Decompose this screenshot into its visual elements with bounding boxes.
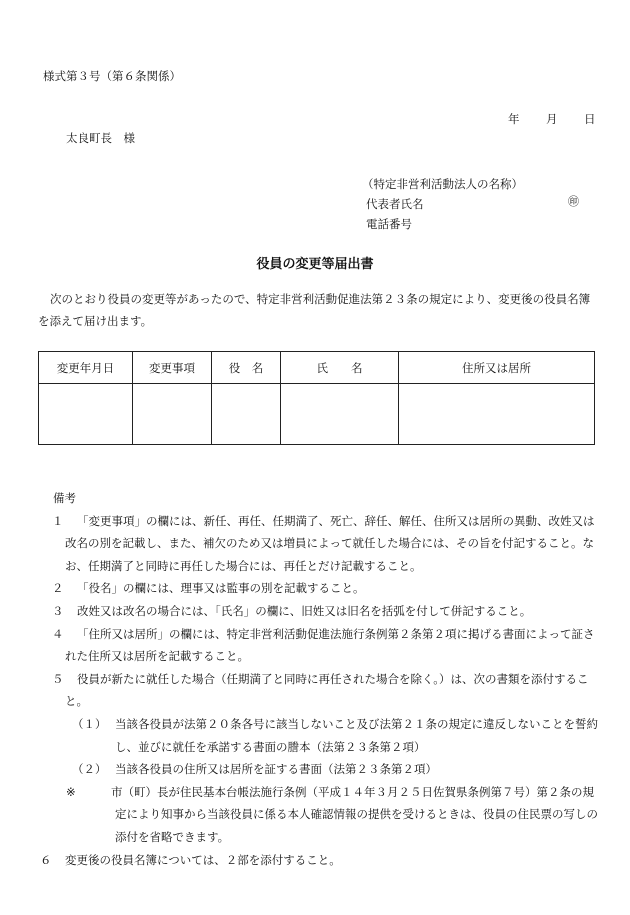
note-item <box>40 577 600 600</box>
cell-name[interactable] <box>281 384 399 445</box>
note-text: 「役名」の欄には、理事又は監事の別を記載すること。 <box>77 581 365 596</box>
cell-position[interactable] <box>212 384 281 445</box>
note-item <box>40 623 600 668</box>
notes-section <box>40 487 600 871</box>
phone-label: 電話番号 <box>366 217 412 231</box>
sub-item-text: 当該各役員の住所又は居所を証する書面（法第２３条第２項） <box>115 762 437 777</box>
date-line <box>508 111 596 127</box>
note-text: 役員が新たに就任した場合（任期満了と同時に再任された場合を除く。）は、次の書類を添付すること。 <box>65 671 589 709</box>
document-title: 役員の変更等届出書 <box>256 257 374 272</box>
note-text: 「変更事項」の欄には、新任、再任、任期満了、死亡、辞任、解任、住所又は居所の異動、改姓又は改名の別を記載し、また、補欠のため又は増員によって就任した場合には、その旨を付記すること。なお、任期満了と同時に再任した場合には、再任とだけ記載すること。 <box>65 513 595 573</box>
note-sub-item <box>40 758 600 781</box>
table-header-row <box>39 352 595 384</box>
star-mark: ※ <box>66 784 76 799</box>
note-item <box>40 600 600 623</box>
representative-label: 代表者氏名 <box>366 197 424 211</box>
note-number: １ <box>52 513 64 528</box>
sub-item-number: （２） <box>72 762 107 777</box>
applicant-block <box>362 174 523 234</box>
header-address: 住所又は居所 <box>399 352 595 384</box>
date-year-label: 年 <box>508 112 520 126</box>
org-name-label: （特定非営利活動法人の名称） <box>362 177 523 191</box>
star-note <box>40 781 600 849</box>
table-row <box>39 384 595 445</box>
note-item <box>40 849 600 872</box>
intro-paragraph: 次のとおり役員の変更等があったので、特定非営利活動促進法第２３条の規定により、変更後の役員名簿を添えて届け出ます。 <box>38 292 591 328</box>
sub-item-text: 当該各役員が法第２０条各号に該当しないこと及び法第２１条の規定に違反しないことを誓約し、並びに就任を承諾する書面の謄本（法第２３条第２項） <box>115 716 598 754</box>
header-name: 氏 名 <box>281 352 399 384</box>
note-number: ２ <box>52 581 64 596</box>
date-day-label: 日 <box>584 112 596 126</box>
sub-item-number: （１） <box>72 716 107 731</box>
note-sub-item <box>40 713 600 758</box>
note-number: ６ <box>40 852 52 867</box>
officer-change-table <box>38 351 595 445</box>
cell-address[interactable] <box>399 384 595 445</box>
note-text: 改姓又は改名の場合には、「氏名」の欄に、旧姓又は旧名を括弧を付して併記すること。 <box>77 603 532 618</box>
note-text: 「住所又は居所」の欄には、特定非営利活動促進法施行条例第２条第２項に掲げる書面によって証された住所又は居所を記載すること。 <box>65 626 595 664</box>
cell-change-date[interactable] <box>39 384 133 445</box>
notes-heading: 備考 <box>53 491 76 505</box>
addressee: 太良町長 様 <box>66 131 135 145</box>
date-month-label: 月 <box>546 112 558 126</box>
star-note-text: 市（町）長が住民基本台帳法施行条例（平成１４年３月２５日佐賀県条例第７号）第２条の規定により知事から当該役員に係る本人確認情報の提供を受けるときは、役員の住民票の写しの添付を省略できます。 <box>111 784 598 844</box>
note-item <box>40 668 600 713</box>
seal-mark: ㊞ <box>568 195 579 208</box>
header-change-item: 変更事項 <box>133 352 212 384</box>
note-number: ５ <box>52 671 64 686</box>
note-number: ４ <box>52 626 64 641</box>
form-number: 様式第３号（第６条関係） <box>43 69 181 83</box>
note-text: 変更後の役員名簿については、２部を添付すること。 <box>65 852 341 867</box>
note-number: ３ <box>52 603 64 618</box>
header-position: 役 名 <box>212 352 281 384</box>
cell-change-item[interactable] <box>133 384 212 445</box>
header-change-date: 変更年月日 <box>39 352 133 384</box>
note-item <box>40 510 600 578</box>
